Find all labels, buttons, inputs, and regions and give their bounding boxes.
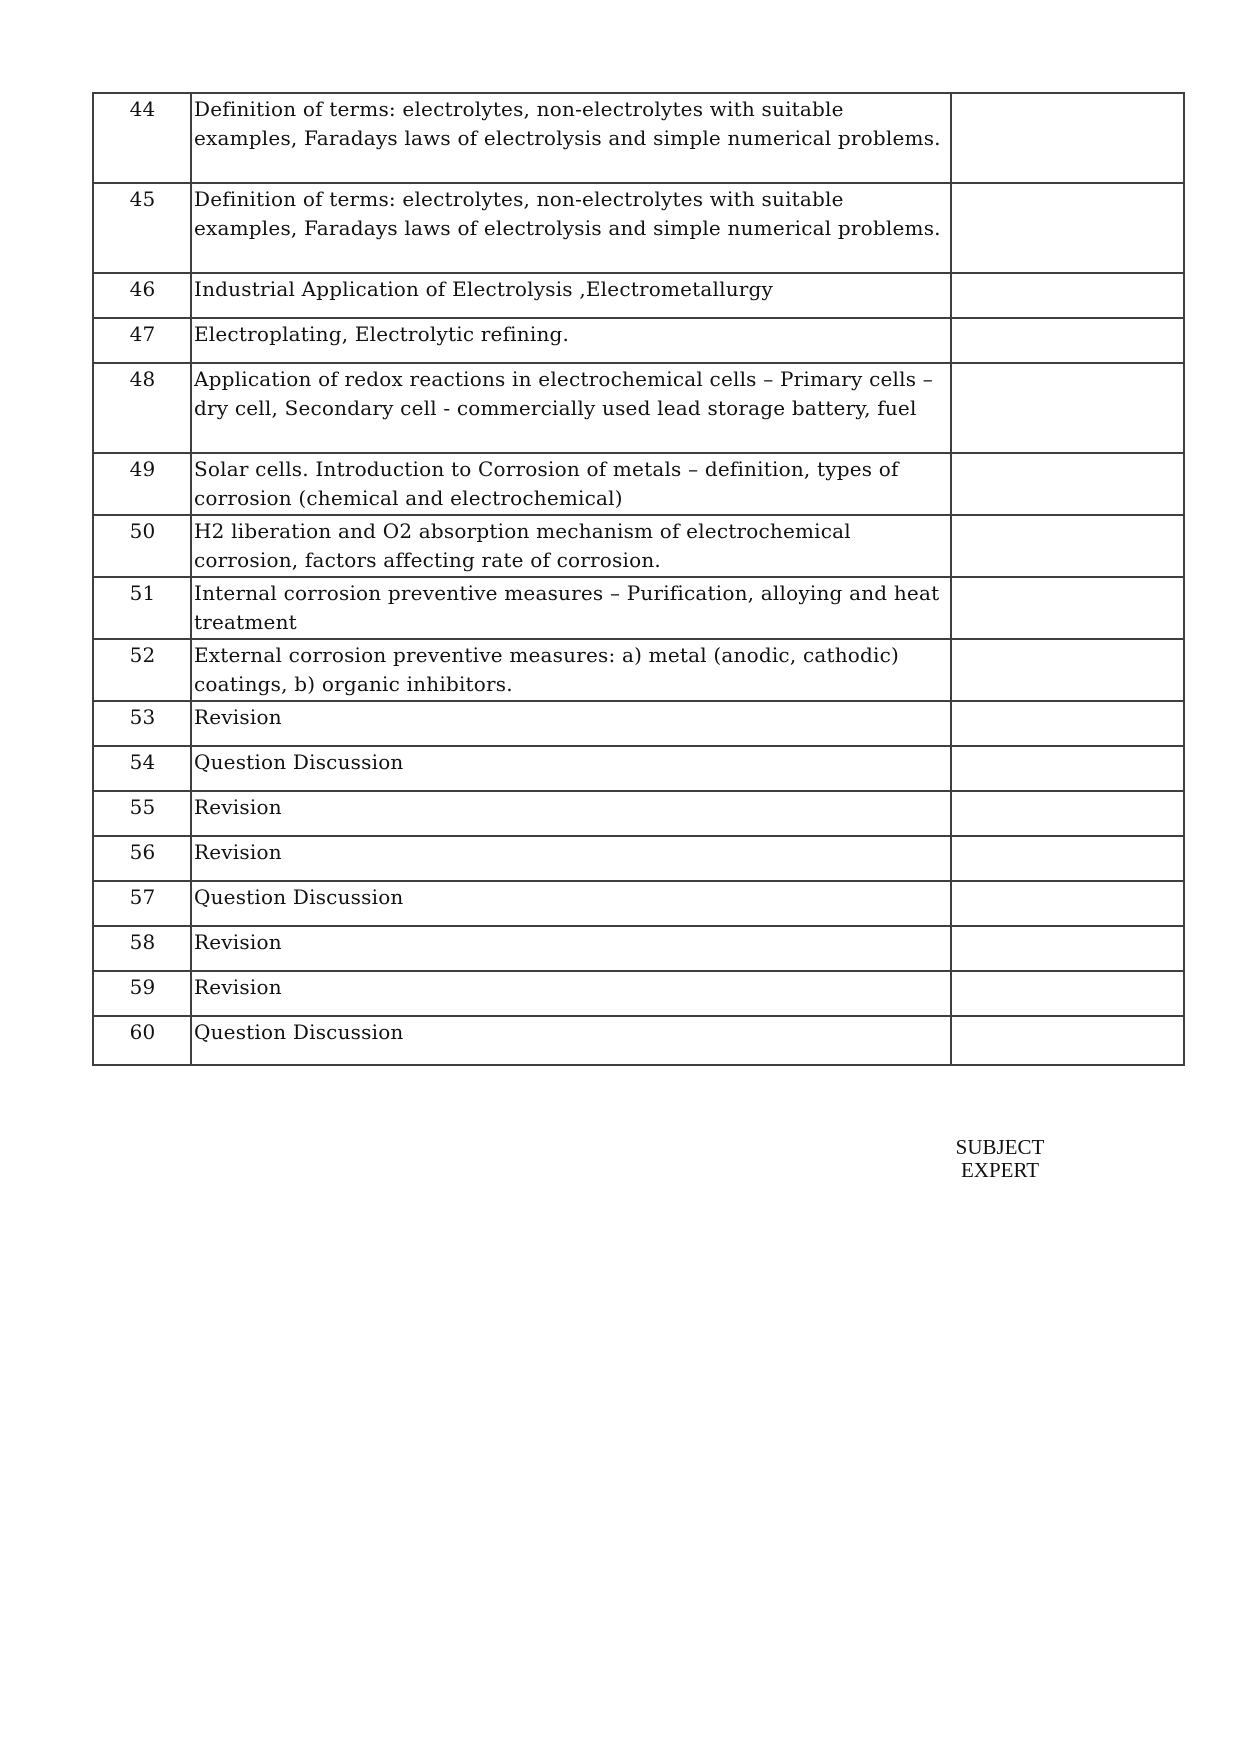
row-number-cell: 45 [93,183,191,273]
row-number-cell: 54 [93,746,191,791]
topic-cell: Industrial Application of Electrolysis ,Electrometallurgy [191,273,951,318]
remarks-cell [951,515,1184,577]
topic-cell: Application of redox reactions in electrochemical cells – Primary cells – dry cell, Secondary cell - commercially used lead storage battery, fuel [191,363,951,453]
remarks-cell [951,318,1184,363]
remarks-cell [951,926,1184,971]
remarks-cell [951,746,1184,791]
row-number-cell: 44 [93,93,191,183]
topic-cell: H2 liberation and O2 absorption mechanism of electrochemical corrosion, factors affecting rate of corrosion. [191,515,951,577]
table-row [93,639,1184,701]
row-number-cell: 60 [93,1016,191,1065]
remarks-cell [951,701,1184,746]
row-number-cell: 56 [93,836,191,881]
row-number-cell: 46 [93,273,191,318]
table-row [93,881,1184,926]
remarks-cell [951,1016,1184,1065]
lesson-plan-table [92,92,1185,1066]
table-row [93,318,1184,363]
remarks-cell [951,791,1184,836]
row-number-cell: 52 [93,639,191,701]
table-row [93,515,1184,577]
table-row [93,453,1184,515]
topic-cell: Question Discussion [191,746,951,791]
topic-cell: Electroplating, Electrolytic refining. [191,318,951,363]
remarks-cell [951,93,1184,183]
row-number-cell: 48 [93,363,191,453]
topic-cell: Question Discussion [191,1016,951,1065]
table-row [93,791,1184,836]
topic-cell: Question Discussion [191,881,951,926]
row-number-cell: 58 [93,926,191,971]
topic-cell: External corrosion preventive measures: a) metal (anodic, cathodic) coatings, b) organic inhibitors. [191,639,951,701]
signature-line: SUBJECT [955,1135,1045,1159]
remarks-cell [951,971,1184,1016]
topic-cell: Revision [191,836,951,881]
topic-cell: Internal corrosion preventive measures – Purification, alloying and heat treatment [191,577,951,639]
remarks-cell [951,273,1184,318]
table-row [93,971,1184,1016]
topic-cell: Revision [191,971,951,1016]
topic-cell: Revision [191,701,951,746]
table-row [93,273,1184,318]
table-row [93,93,1184,183]
signature-block [915,1136,1085,1182]
remarks-cell [951,363,1184,453]
row-number-cell: 51 [93,577,191,639]
table-row [93,183,1184,273]
remarks-cell [951,881,1184,926]
row-number-cell: 55 [93,791,191,836]
row-number-cell: 47 [93,318,191,363]
row-number-cell: 49 [93,453,191,515]
remarks-cell [951,183,1184,273]
table-row [93,363,1184,453]
remarks-cell [951,639,1184,701]
table-row [93,836,1184,881]
topic-cell: Definition of terms: electrolytes, non-electrolytes with suitable examples, Faradays laws of electrolysis and simple numerical problems. [191,183,951,273]
table-row [93,701,1184,746]
topic-cell: Definition of terms: electrolytes, non-electrolytes with suitable examples, Faradays laws of electrolysis and simple numerical problems. [191,93,951,183]
row-number-cell: 50 [93,515,191,577]
row-number-cell: 53 [93,701,191,746]
signature-line: EXPERT [960,1158,1040,1182]
table-row [93,746,1184,791]
table-row [93,577,1184,639]
remarks-cell [951,836,1184,881]
topic-cell: Solar cells. Introduction to Corrosion of metals – definition, types of corrosion (chemical and electrochemical) [191,453,951,515]
topic-cell: Revision [191,791,951,836]
row-number-cell: 57 [93,881,191,926]
remarks-cell [951,577,1184,639]
table-row [93,926,1184,971]
table-row [93,1016,1184,1065]
remarks-cell [951,453,1184,515]
row-number-cell: 59 [93,971,191,1016]
topic-cell: Revision [191,926,951,971]
